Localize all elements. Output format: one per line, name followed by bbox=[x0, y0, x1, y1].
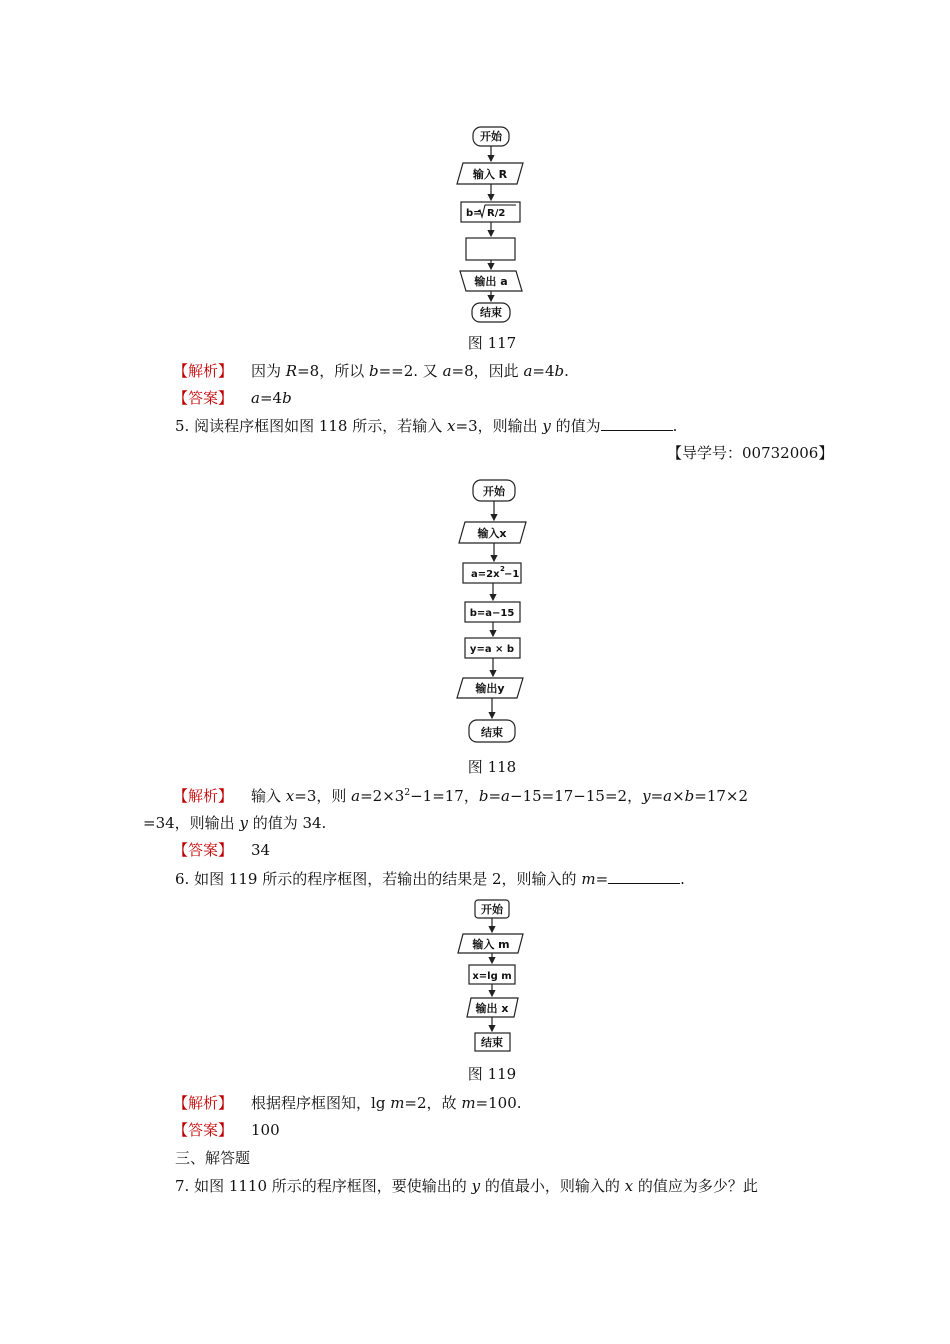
section-title: 三、解答题 bbox=[175, 1149, 251, 1167]
figure-caption-118: 图 118 bbox=[467, 758, 517, 776]
q5-answer-line: 【答案】 34 bbox=[173, 841, 271, 859]
q7-stem: 7. 如图 1110 所示的程序框图，要使输出的 y 的值最小，则输入的 x 的值应为多少？此 bbox=[175, 1177, 758, 1195]
figure-caption-117: 图 117 bbox=[467, 334, 517, 352]
fc117-output-label: 输出 a bbox=[474, 275, 508, 288]
fc118-assign-y-label: y=a × b bbox=[469, 644, 515, 655]
q5-analysis-line1: 【解析】 输入 x=3，则 $a=2\times 3^2-1=17$，b=a−15=17−15=2，y=a×b=17×2 bbox=[173, 787, 749, 805]
fc117-blank-box bbox=[466, 238, 515, 260]
guide-number: 【导学号：00732006】 bbox=[667, 444, 834, 462]
fc117-start-label: 开始 bbox=[480, 130, 502, 143]
q5-analysis-line2: =34，则输出 y 的值为 34. bbox=[143, 814, 327, 832]
fc118-assign-a-rhs: −1 bbox=[504, 569, 520, 580]
analysis-tag: 【解析】 bbox=[173, 362, 234, 380]
answer-blank bbox=[608, 871, 680, 884]
fc119-assign-label: x=lg m bbox=[472, 971, 512, 982]
fc118-input-label: 输入x bbox=[477, 527, 507, 540]
fc118-assign-a-exp: 2 bbox=[500, 565, 505, 573]
answer-tag: 【答案】 bbox=[173, 389, 234, 407]
q5-stem: 5. 阅读程序框图如图 118 所示，若输入 x=3，则输出 y 的值为 . bbox=[175, 417, 678, 435]
fc118-assign-b-label: b=a−15 bbox=[469, 608, 515, 619]
fc117-sqrt-arg: R/2 bbox=[487, 208, 506, 219]
fc117-input-label: 输入 R bbox=[472, 168, 508, 181]
q4-answer-line: 【答案】 a=4b bbox=[173, 389, 292, 407]
fc119-output-label: 输出 x bbox=[475, 1002, 509, 1015]
fc118-start-label: 开始 bbox=[483, 485, 505, 498]
fc119-end-label: 结束 bbox=[481, 1036, 503, 1049]
fc119-input-label: 输入 m bbox=[472, 938, 510, 951]
answer-blank bbox=[601, 418, 673, 431]
fc118-output-label: 输出y bbox=[475, 682, 505, 695]
fc118-assign-a-lhs: a=2x bbox=[471, 569, 500, 580]
figure-caption-119: 图 119 bbox=[467, 1065, 517, 1083]
fc117-end-label: 结束 bbox=[480, 306, 502, 319]
q6-analysis-line: 【解析】 根据程序框图知，lg m=2，故 m=100. bbox=[173, 1094, 522, 1112]
fc119-start-label: 开始 bbox=[481, 903, 503, 916]
q6-answer-line: 【答案】 100 bbox=[173, 1121, 280, 1139]
fc118-end-label: 结束 bbox=[481, 726, 503, 739]
q6-stem: 6. 如图 119 所示的程序框图，若输出的结果是 2，则输入的 m= . bbox=[175, 870, 685, 888]
fc117-assign-label: b= bbox=[466, 208, 482, 219]
q4-analysis-line: 【解析】 因为 R=8，所以 b==2. 又 a=8，因此 a=4b. bbox=[173, 362, 569, 380]
